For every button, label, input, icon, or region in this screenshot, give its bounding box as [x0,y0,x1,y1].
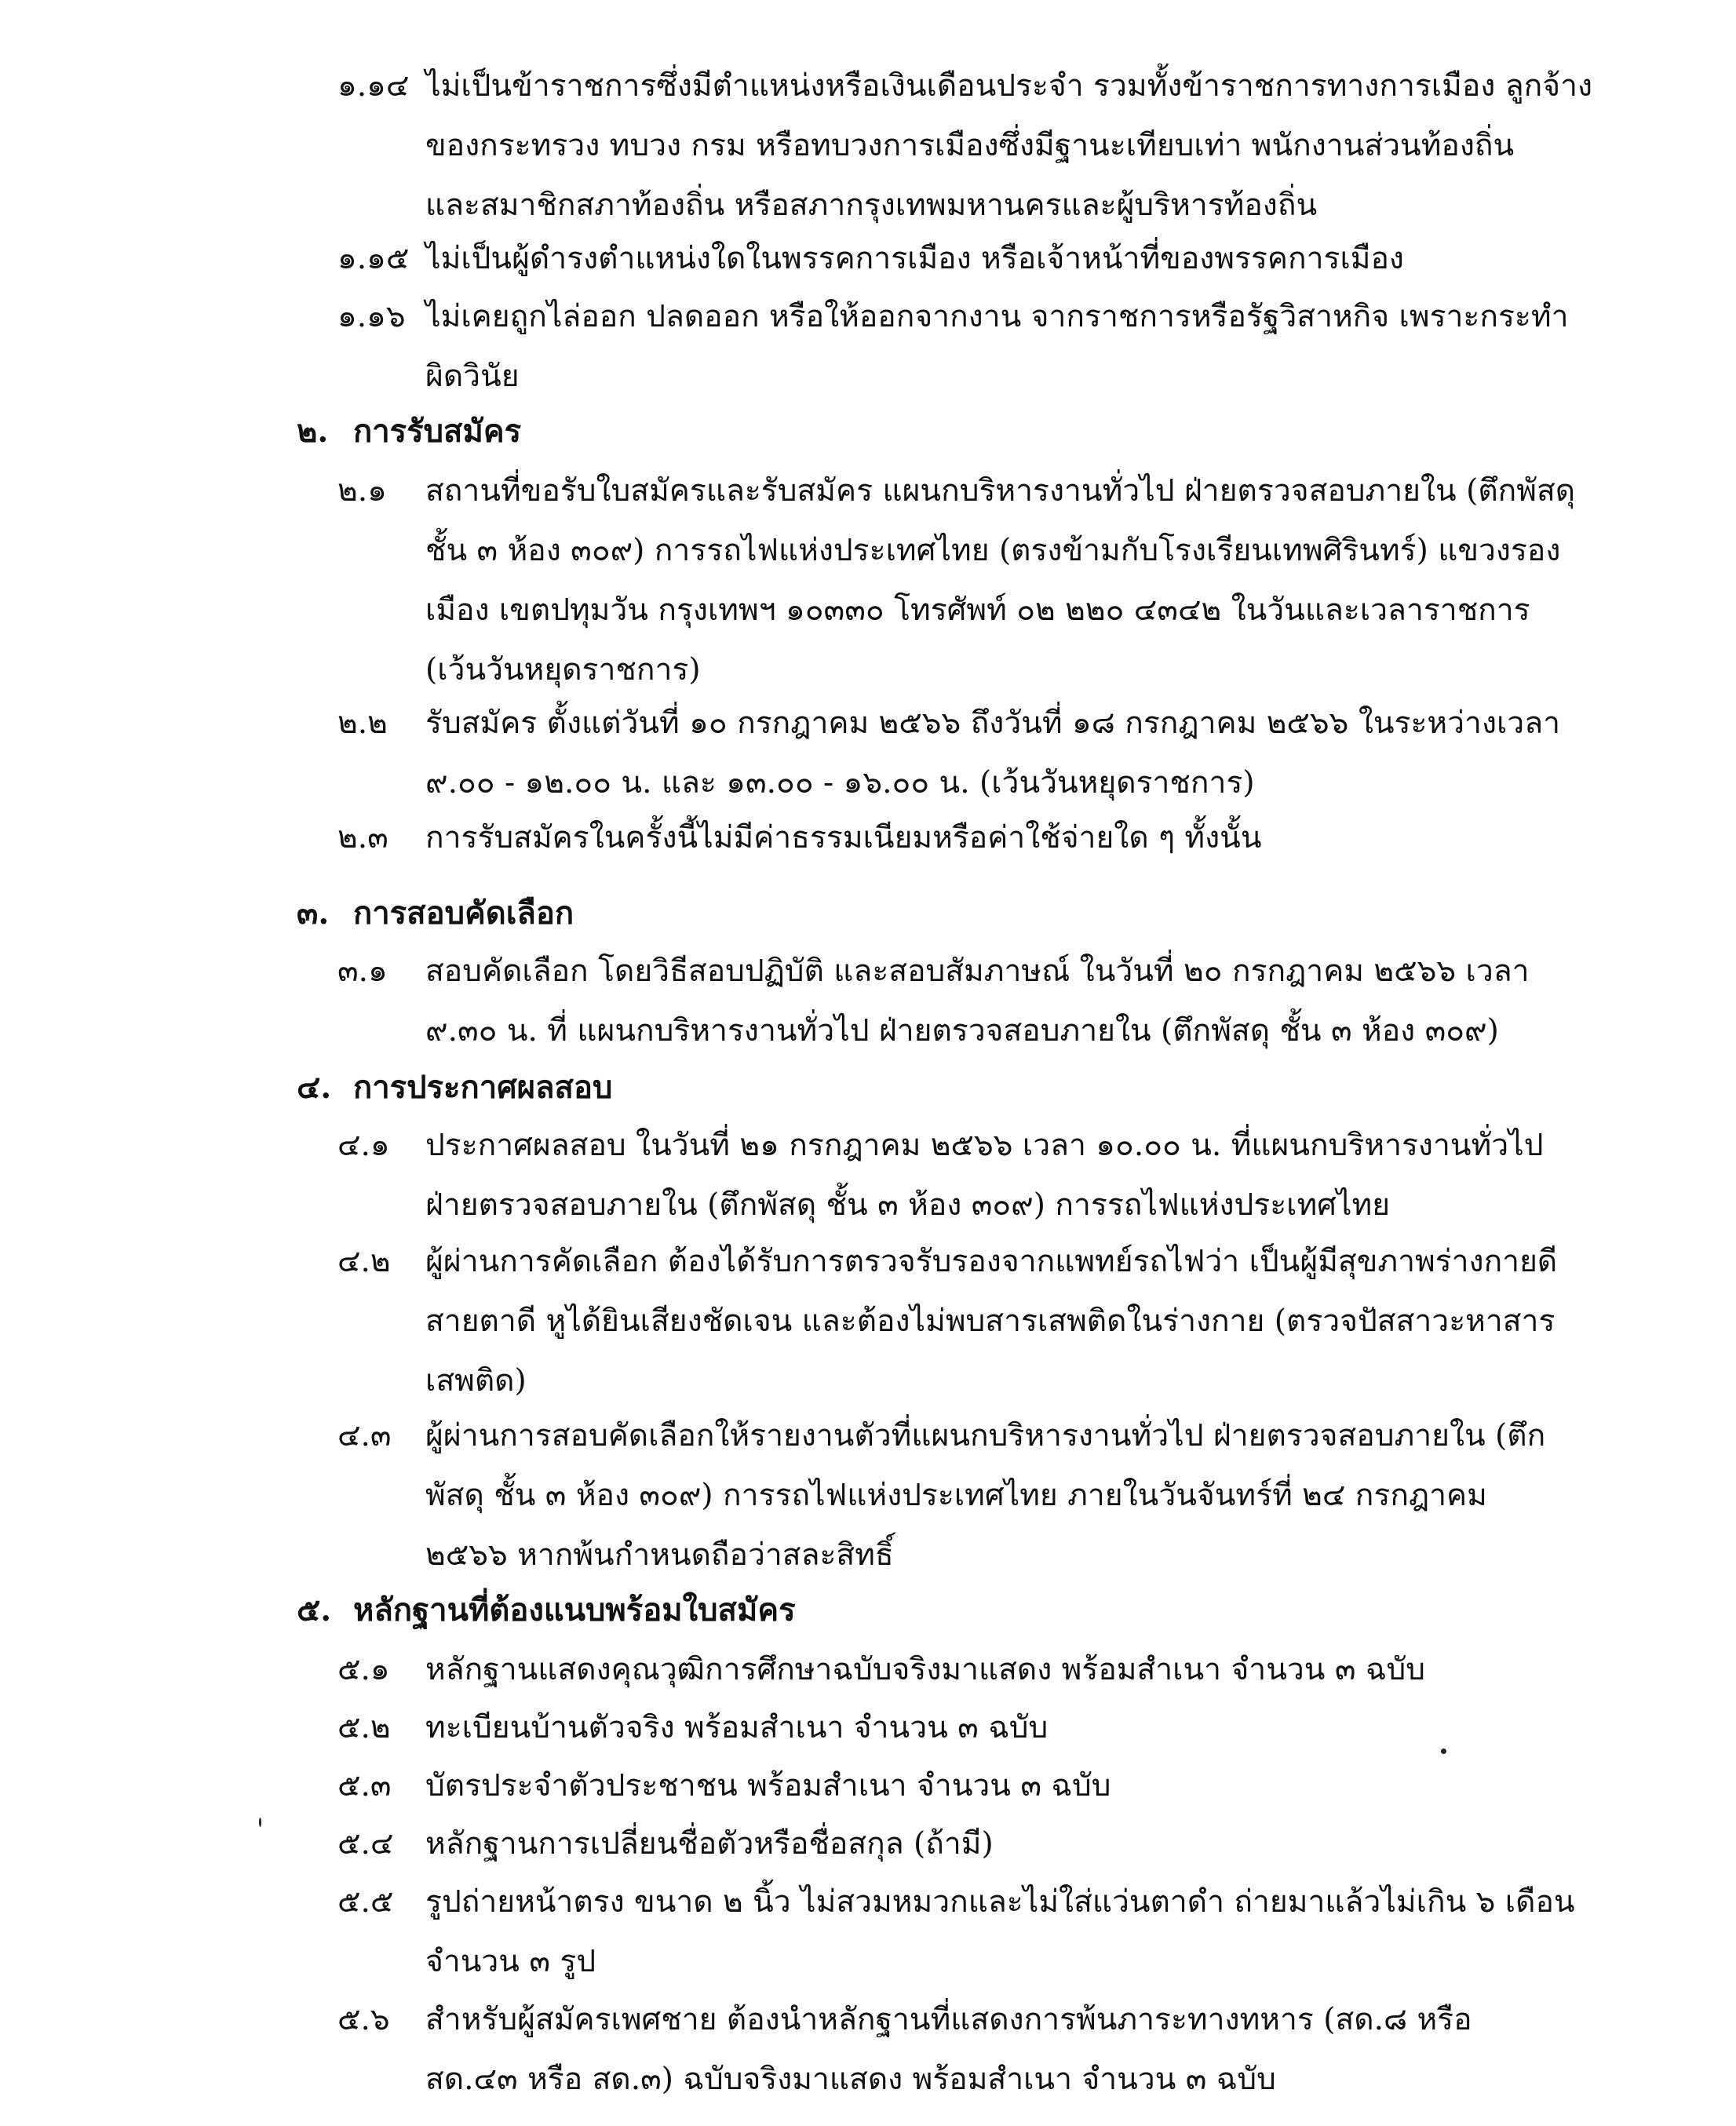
section-heading-5 [297,1581,796,1640]
clause-number: ๕.๔ [337,1826,394,1862]
section-heading-2 [297,402,521,461]
clause-number: ๒.๓ [337,820,388,855]
clause-number: ๒.๒ [337,706,388,741]
clause-text-line: ๙.๐๐ - ๑๒.๐๐ น. และ ๑๓.๐๐ - ๑๖.๐๐ น. (เว้นวันหยุดราชการ) [425,765,1255,800]
clause-5-2 [337,1698,1632,1758]
clause-text-line: ชั้น ๓ ห้อง ๓๐๙) การรถไฟแห่งประเทศไทย (ตรงข้ามกับโรงเรียนเทพศิรินทร์) แขวงรอง [425,533,1561,568]
scan-speck [259,1818,261,1827]
section-title: การประกาศผลสอบ [353,1069,613,1106]
clause-text-line: เสพติด) [425,1363,527,1398]
clause-text-line: ไม่เคยถูกไล่ออก ปลดออก หรือให้ออกจากงาน จากราชการหรือรัฐวิสาหกิจ เพราะกระทำ [425,299,1569,334]
clause-text-line: สำหรับผู้สมัครเพศชาย ต้องนำหลักฐานที่แสดงการพ้นภาระทางทหาร (สด.๘ หรือ [425,2002,1472,2037]
section-title: หลักฐานที่ต้องแนบพร้อมใบสมัคร [353,1592,796,1628]
clause-text-line: รับสมัคร ตั้งแต่วันที่ ๑๐ กรกฎาคม ๒๕๖๖ ถึงวันที่ ๑๘ กรกฎาคม ๒๕๖๖ ในระหว่างเวลา [425,706,1561,741]
clause-text-line: ฝ่ายตรวจสอบภายใน (ตึกพัสดุ ชั้น ๓ ห้อง ๓๐๙) การรถไฟแห่งประเทศไทย [425,1187,1391,1223]
clause-number: ๕.๓ [337,1768,392,1803]
clause-1-15 [337,229,1632,289]
clause-number: ๑.๑๕ [337,241,410,276]
clause-number: ๒.๑ [337,473,387,509]
scan-speck [1441,1749,1446,1754]
clause-3-1 [337,942,1632,1061]
section-title: การรับสมัคร [353,413,522,450]
clause-2-2 [337,694,1632,813]
clause-text-line: และสมาชิกสภาท้องถิ่น หรือสภากรุงเทพมหานครและผู้บริหารท้องถิ่น [425,188,1318,223]
clause-5-1 [337,1640,1632,1700]
clause-number: ๕.๕ [337,1884,394,1920]
clause-text-line: จำนวน ๓ รูป [425,1944,596,1979]
clause-number: ๑.๑๖ [337,299,406,334]
clause-text-line: ไม่เป็นผู้ดำรงตำแหน่งใดในพรรคการเมือง หรือเจ้าหน้าที่ของพรรคการเมือง [425,241,1404,276]
clause-4-1 [337,1116,1632,1235]
clause-text-line: เมือง เขตปทุมวัน กรุงเทพฯ ๑๐๓๓๐ โทรศัพท์ ๐๒ ๒๒๐ ๔๓๔๒ ในวันและเวลาราชการ [425,593,1530,628]
section-heading-3 [297,884,574,943]
clause-number: ๔.๓ [337,1418,392,1453]
clause-text-line: สายตาดี หูได้ยินเสียงชัดเจน และต้องไม่พบสารเสพติดในร่างกาย (ตรวจปัสสาวะหาสาร [425,1304,1555,1339]
clause-2-3 [337,808,1632,868]
clause-number: ๕.๖ [337,2002,390,2037]
clause-5-5 [337,1873,1632,1992]
clause-number: ๓.๑ [337,954,388,989]
clause-text-line: ๒๕๖๖ หากพ้นกำหนดถือว่าสละสิทธิ์ [425,1537,894,1573]
clause-2-1 [337,461,1632,700]
clause-text-line: (เว้นวันหยุดราชการ) [425,652,701,687]
clause-text-line: ของกระทรวง ทบวง กรม หรือทบวงการเมืองซึ่งมีฐานะเทียบเท่า พนักงานส่วนท้องถิ่น [425,128,1515,163]
clause-5-6 [337,1990,1632,2110]
clause-text-line: สด.๔๓ หรือ สด.๓) ฉบับจริงมาแสดง พร้อมสำเนา จำนวน ๓ ฉบับ [425,2062,1276,2097]
clause-number: ๕.๑ [337,1652,390,1687]
clause-text-line: ทะเบียนบ้านตัวจริง พร้อมสำเนา จำนวน ๓ ฉบับ [425,1710,1049,1745]
clause-text-line: หลักฐานแสดงคุณวุฒิการศึกษาฉบับจริงมาแสดง พร้อมสำเนา จำนวน ๓ ฉบับ [425,1652,1425,1687]
section-title: การสอบคัดเลือก [353,895,574,932]
section-number: ๕. [297,1592,332,1628]
section-number: ๓. [297,895,330,932]
clause-text-line: ไม่เป็นข้าราชการซึ่งมีตำแหน่งหรือเงินเดือนประจำ รวมทั้งข้าราชการทางการเมือง ลูกจ้าง [425,68,1593,104]
clause-number: ๕.๒ [337,1710,391,1745]
clause-number: ๔.๑ [337,1128,390,1163]
clause-1-16 [337,287,1632,407]
clause-text-line: หลักฐานการเปลี่ยนชื่อตัวหรือชื่อสกุล (ถ้ามี) [425,1826,994,1862]
clause-text-line: ผู้ผ่านการคัดเลือก ต้องได้รับการตรวจรับรองจากแพทย์รถไฟว่า เป็นผู้มีสุขภาพร่างกายดี [425,1244,1558,1279]
clause-4-3 [337,1406,1632,1585]
section-number: ๒. [297,413,329,450]
clause-text-line: ประกาศผลสอบ ในวันที่ ๒๑ กรกฎาคม ๒๕๖๖ เวลา ๑๐.๐๐ น. ที่แผนกบริหารงานทั่วไป [425,1128,1544,1163]
clause-text-line: ผู้ผ่านการสอบคัดเลือกให้รายงานตัวที่แผนกบริหารงานทั่วไป ฝ่ายตรวจสอบภายใน (ตึก [425,1418,1546,1453]
clause-number: ๑.๑๔ [337,68,410,104]
clause-1-14 [337,57,1632,235]
clause-5-3 [337,1756,1632,1816]
clause-text-line: บัตรประจำตัวประชาชน พร้อมสำเนา จำนวน ๓ ฉบับ [425,1768,1111,1803]
clause-text-line: พัสดุ ชั้น ๓ ห้อง ๓๐๙) การรถไฟแห่งประเทศไทย ภายในวันจันทร์ที่ ๒๔ กรกฎาคม [425,1478,1487,1513]
clause-text-line: รูปถ่ายหน้าตรง ขนาด ๒ นิ้ว ไม่สวมหมวกและไม่ใส่แว่นตาดำ ถ่ายมาแล้วไม่เกิน ๖ เดือน [425,1884,1575,1920]
clause-text-line: สอบคัดเลือก โดยวิธีสอบปฏิบัติ และสอบสัมภาษณ์ ในวันที่ ๒๐ กรกฎาคม ๒๕๖๖ เวลา [425,954,1530,989]
clause-5-4 [337,1814,1632,1874]
section-heading-4 [297,1058,612,1118]
section-number: ๔. [297,1069,332,1106]
clause-text-line: ๙.๓๐ น. ที่ แผนกบริหารงานทั่วไป ฝ่ายตรวจสอบภายใน (ตึกพัสดุ ชั้น ๓ ห้อง ๓๐๙) [425,1013,1499,1048]
clause-number: ๔.๒ [337,1244,391,1279]
clause-4-2 [337,1232,1632,1411]
clause-text-line: ผิดวินัย [425,359,520,394]
clause-text-line: สถานที่ขอรับใบสมัครและรับสมัคร แผนกบริหารงานทั่วไป ฝ่ายตรวจสอบภายใน (ตึกพัสดุ [425,473,1576,509]
clause-text-line: การรับสมัครในครั้งนี้ไม่มีค่าธรรมเนียมหรือค่าใช้จ่ายใด ๆ ทั้งนั้น [425,820,1262,855]
